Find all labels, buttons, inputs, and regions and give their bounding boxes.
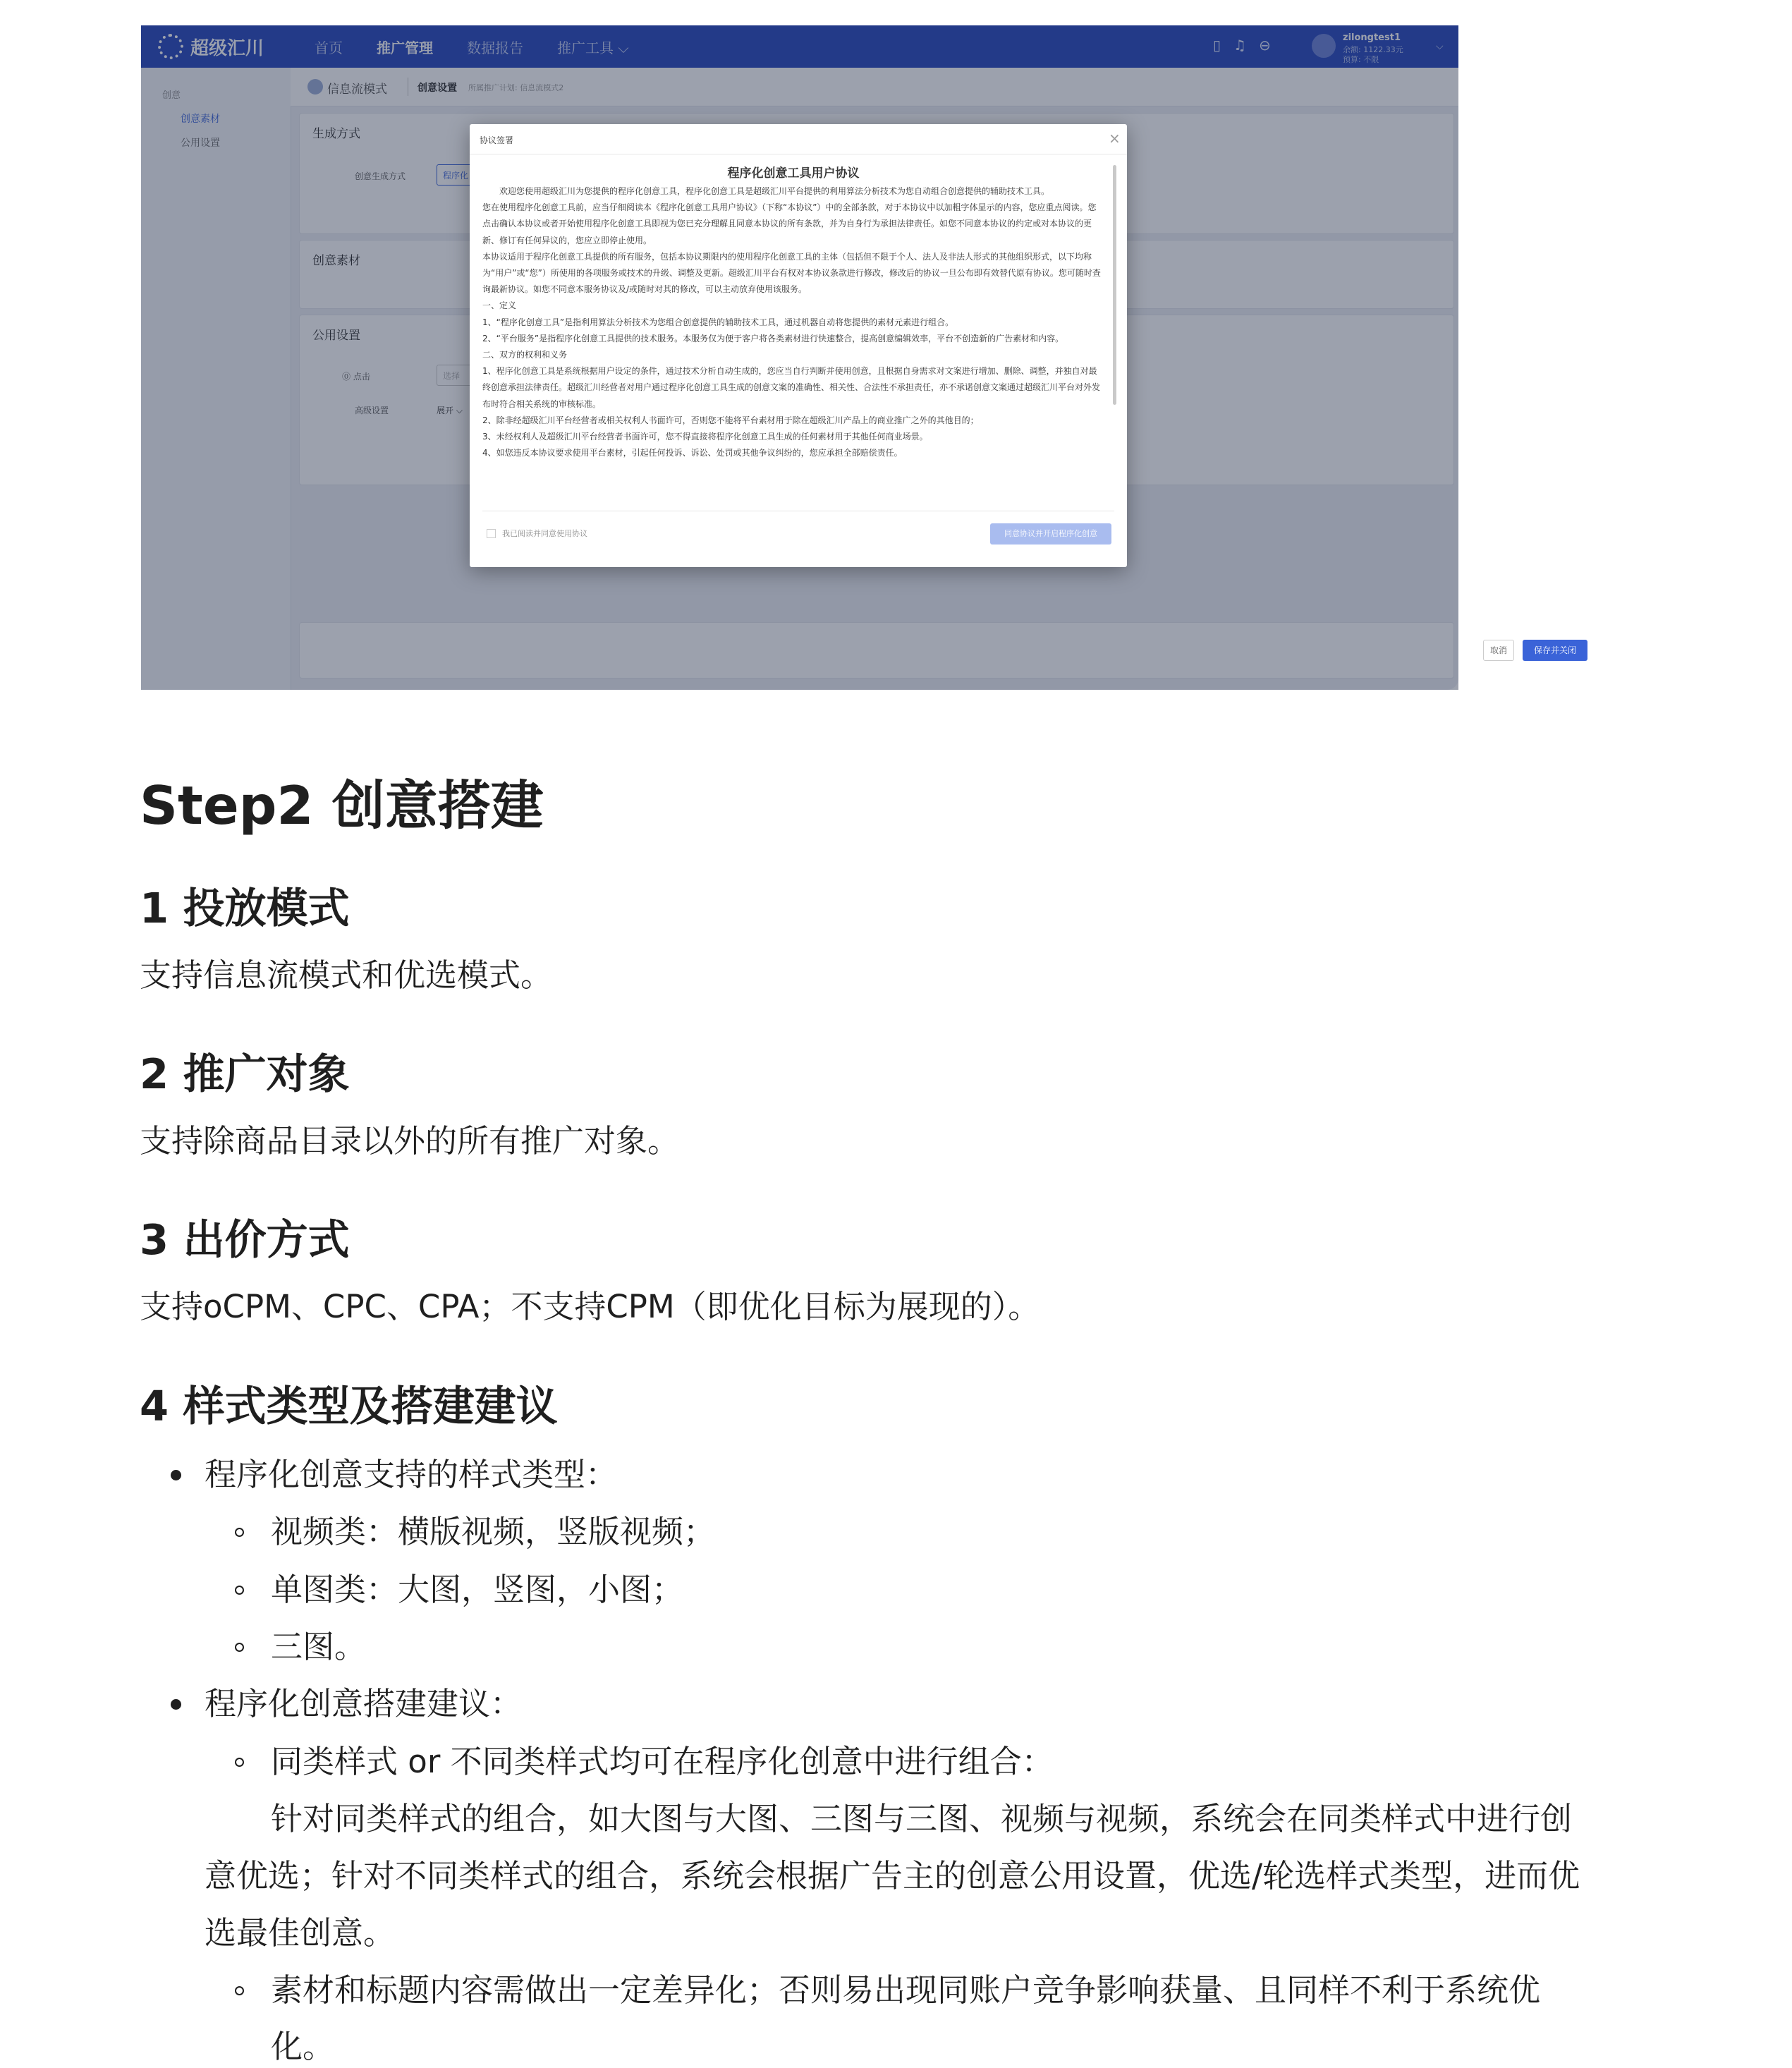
section-heading-promotion-target: 2 推广对象 bbox=[140, 1050, 350, 1098]
sidebar-section: 创意 bbox=[162, 90, 181, 101]
section-text: 支持oCPM、CPC、CPA；不支持CPM（即优化目标为展现的）。 bbox=[140, 1288, 1040, 1325]
modal-title: 协议签署 bbox=[480, 135, 514, 145]
agreement-text bbox=[482, 164, 1104, 504]
detail-line: 意优选；针对不同类样式的组合，系统会根据广告主的创意公用设置，优选/轮选样式类型，进而优 bbox=[205, 1857, 1580, 1894]
phone-icon[interactable]: ▯ bbox=[1213, 37, 1221, 54]
agreement-paragraph: 1、程序化创意工具是系统根据用户设定的条件，通过技术分析自动生成的，您应当自行判断并使用创意，且根据自身需求对文案进行增加、删除、调整，并独自对最终创意承担法律责任。超级汇川经营者对用户通过程序化创意工具生成的创意文案的准确性、相关性、合法性不承担责任，亦不承诺创意文案通过超级汇川平台对外发布时符合相关系统的审核标准。 bbox=[482, 366, 1101, 409]
chevron-down-icon: ⌵ bbox=[618, 39, 629, 56]
product-screenshot bbox=[141, 25, 1576, 690]
click-label: ⓪ 点击 bbox=[342, 372, 370, 382]
close-icon[interactable]: × bbox=[1109, 130, 1121, 147]
expand-toggle[interactable]: 展开 ⌵ bbox=[437, 406, 463, 415]
list-item-continuation: 化。 bbox=[271, 2028, 335, 2065]
nav-data-report[interactable]: 数据报告 bbox=[467, 39, 523, 56]
logo-text: 超级汇川 bbox=[190, 37, 264, 59]
cancel-button[interactable]: 取消 bbox=[1483, 640, 1514, 661]
circle-bullet-icon bbox=[235, 1528, 244, 1537]
card-title: 生成方式 bbox=[312, 127, 360, 141]
circle-bullet-icon bbox=[235, 1986, 244, 1995]
agree-button[interactable]: 同意协议并开启程序化创意 bbox=[990, 523, 1111, 545]
bell-icon[interactable]: ♫ bbox=[1233, 37, 1246, 54]
advanced-label: 高级设置 bbox=[355, 406, 389, 415]
agreement-paragraph: 2、“平台服务”是指程序化创意工具提供的技术服务。本服务仅为便于客户将各类素材进行快速整合，提高创意编辑效率，平台不创造新的广告素材和内容。 bbox=[482, 333, 1064, 343]
list-item: 单图类：大图，竖图，小图； bbox=[271, 1571, 684, 1608]
detail-line: 选最佳创意。 bbox=[205, 1914, 396, 1952]
sidebar-item-creative-material[interactable]: 创意素材 bbox=[181, 114, 220, 125]
page-title: Step2 创意搭建 bbox=[140, 774, 544, 837]
section-text: 支持除商品目录以外的所有推广对象。 bbox=[140, 1122, 680, 1160]
breadcrumb-mode[interactable]: 信息流模式 bbox=[327, 83, 387, 97]
list-item: 素材和标题内容需做出一定差异化；否则易出现同账户竞争影响获量、且同样不利于系统优 bbox=[271, 1971, 1541, 2009]
generation-label: 创意生成方式 bbox=[355, 171, 406, 181]
minus-circle-icon[interactable]: ⊖ bbox=[1258, 37, 1271, 54]
circle-bullet-icon bbox=[235, 1586, 244, 1595]
breadcrumb-path: 所属推广计划: 信息流模式2 bbox=[468, 83, 564, 92]
breadcrumb-current: 创意设置 bbox=[417, 83, 457, 94]
agree-checkbox-label[interactable]: 我已阅读并同意使用协议 bbox=[502, 529, 587, 538]
agreement-paragraph: 1、“程序化创意工具”是指利用算法分析技术为您组合创意提供的辅助技术工具，通过机器自动将您提供的素材元素进行组合。 bbox=[482, 317, 954, 327]
agreement-paragraph: 4、如您违反本协议要求使用平台素材，引起任何投诉、诉讼、处罚或其他争议纠纷的，您应承担全部赔偿责任。 bbox=[482, 448, 903, 458]
bullet-icon bbox=[171, 1699, 181, 1710]
user-name: zilongtest1 bbox=[1343, 32, 1401, 43]
save-close-button[interactable]: 保存并关闭 bbox=[1523, 640, 1587, 661]
circle-bullet-icon bbox=[235, 1643, 244, 1652]
agreement-paragraph: 3、未经权利人及超级汇川平台经营者书面许可，您不得直接将程序化创意工具生成的任何素材用于其他任何商业场景。 bbox=[482, 432, 928, 442]
user-budget: 预算: 不限 bbox=[1343, 55, 1379, 64]
list-item: 三图。 bbox=[271, 1628, 367, 1665]
list-item: 视频类：横版视频，竖版视频； bbox=[271, 1513, 716, 1550]
agreement-paragraph: 一、定义 bbox=[482, 300, 517, 311]
sidebar-item-common-settings[interactable]: 公用设置 bbox=[181, 138, 220, 149]
agreement-paragraph: 本协议适用于程序化创意工具提供的所有服务，包括本协议期限内的使用程序化创意工具的主体（包括但不限于个人、法人及非法人形式的其他组织形式，以下均称为“用户”或“您”）所使用的各项服务或技术的升级、调整及更新。超级汇川平台有权对本协议条款进行修改，修改后的协议一旦公布即有效替代原有协议。您可随时查询最新协议。如您不同意本服务协议及/或随时对其的修改，可以主动放弃使用该服务。 bbox=[482, 251, 1101, 295]
scrollbar[interactable] bbox=[1113, 165, 1116, 405]
agreement-paragraph: 2、除非经超级汇川平台经营者或相关权利人书面许可，否则您不能将平台素材用于除在超级汇川产品上的商业推广之外的其他目的； bbox=[482, 415, 979, 425]
nav-campaign-management[interactable]: 推广管理 bbox=[377, 39, 433, 56]
programmatic-option[interactable]: 程序化 bbox=[437, 164, 500, 185]
chevron-down-icon: ⌵ bbox=[1436, 41, 1444, 52]
detail-line: 针对同类样式的组合，如大图与大图、三图与三图、视频与视频，系统会在同类样式中进行创 bbox=[271, 1800, 1573, 1837]
agreement-title: 程序化创意工具用户协议 bbox=[727, 166, 860, 181]
agreement-paragraph: 您在使用程序化创意工具前，应当仔细阅读本《程序化创意工具用户协议》（下称“本协议”）中的全部条款，对于本协议中以加粗字体显示的内容，您应重点阅读。您点击确认本协议或者开始使用程序化创意工具即视为您已充分理解且同意本协议的所有条款，并为自身行为承担法律责任。如您不同意本协议的约定或对本协议的更新、修订有任何异议的，您应立即停止使用。 bbox=[482, 202, 1097, 245]
agreement-modal bbox=[470, 124, 1127, 567]
agreement-paragraph: 欢迎您使用超级汇川为您提供的程序化创意工具，程序化创意工具是超级汇川平台提供的利用算法分析技术为您自动组合创意提供的辅助技术工具。 bbox=[499, 186, 1050, 196]
list-item: 同类样式 or 不同类样式均可在程序化创意中进行组合： bbox=[271, 1743, 1054, 1780]
circle-bullet-icon bbox=[235, 1758, 244, 1767]
section-heading-delivery-mode: 1 投放模式 bbox=[140, 884, 350, 932]
card-title: 公用设置 bbox=[312, 329, 360, 343]
click-select[interactable]: 选择 bbox=[437, 365, 528, 386]
agreement-paragraph: 二、双方的权利和义务 bbox=[482, 350, 568, 360]
section-text: 支持信息流模式和优选模式。 bbox=[140, 956, 553, 994]
agree-checkbox[interactable] bbox=[487, 529, 496, 538]
nav-home[interactable]: 首页 bbox=[315, 39, 343, 56]
list-item: 程序化创意搭建建议： bbox=[205, 1685, 523, 1722]
section-heading-bidding: 3 出价方式 bbox=[140, 1215, 350, 1264]
section-heading-style-types: 4 样式类型及搭建建议 bbox=[140, 1382, 558, 1430]
card-title: 创意素材 bbox=[312, 254, 360, 268]
user-balance: 余额: 1122.33元 bbox=[1343, 45, 1403, 54]
bullet-icon bbox=[171, 1470, 181, 1480]
list-item: 程序化创意支持的样式类型： bbox=[205, 1456, 618, 1493]
nav-tools[interactable]: 推广工具 ⌵ bbox=[557, 39, 629, 56]
